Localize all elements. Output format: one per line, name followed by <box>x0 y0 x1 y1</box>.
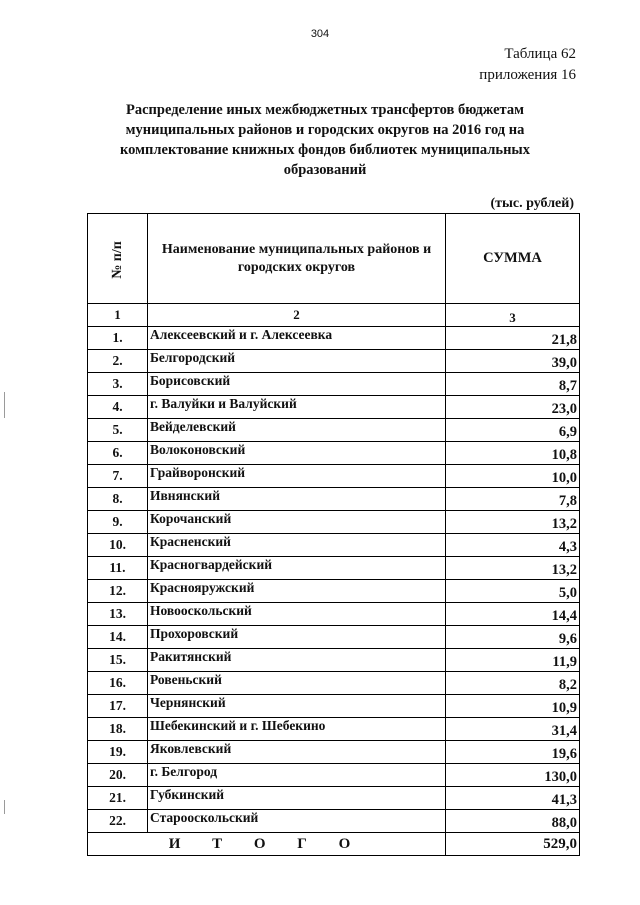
row-number: 10. <box>88 534 148 557</box>
row-number: 1. <box>88 327 148 350</box>
row-name: Шебекинский и г. Шебекино <box>148 718 446 741</box>
row-number: 3. <box>88 373 148 396</box>
table-reference <box>479 44 576 86</box>
table-row <box>88 603 580 626</box>
row-number: 8. <box>88 488 148 511</box>
table-row <box>88 465 580 488</box>
row-number: 16. <box>88 672 148 695</box>
table-row <box>88 764 580 787</box>
row-number: 21. <box>88 787 148 810</box>
row-value: 10,0 <box>446 465 580 488</box>
table-row <box>88 442 580 465</box>
row-value: 41,3 <box>446 787 580 810</box>
table-row <box>88 741 580 764</box>
row-value: 7,8 <box>446 488 580 511</box>
row-number: 4. <box>88 396 148 419</box>
row-value: 19,6 <box>446 741 580 764</box>
table-row <box>88 787 580 810</box>
header-name: Наименование муниципальных районов и городских округов <box>148 214 446 304</box>
row-value: 5,0 <box>446 580 580 603</box>
column-index-row <box>88 304 580 327</box>
row-name: Старооскольский <box>148 810 446 833</box>
row-number: 20. <box>88 764 148 787</box>
table-row <box>88 649 580 672</box>
row-name: Белгородский <box>148 350 446 373</box>
scan-edge-mark <box>4 392 5 418</box>
row-name: г. Белгород <box>148 764 446 787</box>
row-name: Ивнянский <box>148 488 446 511</box>
row-number: 19. <box>88 741 148 764</box>
row-number: 2. <box>88 350 148 373</box>
table-row <box>88 396 580 419</box>
row-number: 14. <box>88 626 148 649</box>
row-name: Красногвардейский <box>148 557 446 580</box>
row-name: Красненский <box>148 534 446 557</box>
column-index-2: 2 <box>148 304 446 327</box>
row-value: 13,2 <box>446 557 580 580</box>
table-row <box>88 695 580 718</box>
table-row <box>88 488 580 511</box>
table-row <box>88 672 580 695</box>
row-number: 5. <box>88 419 148 442</box>
row-number: 15. <box>88 649 148 672</box>
table-row <box>88 327 580 350</box>
row-number: 13. <box>88 603 148 626</box>
row-value: 23,0 <box>446 396 580 419</box>
document-title: Распределение иных межбюджетных трансфертов бюджетам муниципальных районов и городских округов на 2016 год на комплектование книжных фондов библиотек муниципальных образований <box>120 102 530 178</box>
table-row <box>88 534 580 557</box>
row-name: Новооскольский <box>148 603 446 626</box>
row-number: 12. <box>88 580 148 603</box>
row-name: Ракитянский <box>148 649 446 672</box>
row-value: 4,3 <box>446 534 580 557</box>
header-number-label: № п/п <box>109 240 125 279</box>
row-name: Краснояружский <box>148 580 446 603</box>
table-row <box>88 373 580 396</box>
row-name: Прохоровский <box>148 626 446 649</box>
table-reference-line-2: приложения 16 <box>479 67 576 83</box>
row-value: 39,0 <box>446 350 580 373</box>
row-number: 18. <box>88 718 148 741</box>
total-row <box>88 833 580 856</box>
header-sum: СУММА <box>446 214 580 304</box>
table-reference-line-1: Таблица 62 <box>504 46 576 62</box>
row-number: 11. <box>88 557 148 580</box>
row-value: 11,9 <box>446 649 580 672</box>
row-value: 8,2 <box>446 672 580 695</box>
row-name: Ровеньский <box>148 672 446 695</box>
total-label: И Т О Г О <box>88 833 446 856</box>
table-row <box>88 557 580 580</box>
row-name: Борисовский <box>148 373 446 396</box>
row-name: Яковлевский <box>148 741 446 764</box>
total-value: 529,0 <box>446 833 580 856</box>
row-value: 130,0 <box>446 764 580 787</box>
row-number: 6. <box>88 442 148 465</box>
row-number: 7. <box>88 465 148 488</box>
row-number: 17. <box>88 695 148 718</box>
table-row <box>88 419 580 442</box>
column-index-3: 3 <box>446 304 580 327</box>
allocation-table <box>87 213 580 856</box>
row-name: Волоконовский <box>148 442 446 465</box>
table-header-row <box>88 214 580 304</box>
row-value: 9,6 <box>446 626 580 649</box>
row-value: 13,2 <box>446 511 580 534</box>
row-name: Губкинский <box>148 787 446 810</box>
table-row <box>88 810 580 833</box>
row-value: 31,4 <box>446 718 580 741</box>
table-row <box>88 350 580 373</box>
row-value: 10,9 <box>446 695 580 718</box>
scan-edge-mark <box>4 800 5 814</box>
page-number: 304 <box>310 28 330 40</box>
table-row <box>88 626 580 649</box>
table-row <box>88 580 580 603</box>
row-value: 14,4 <box>446 603 580 626</box>
table-row <box>88 511 580 534</box>
row-name: Корочанский <box>148 511 446 534</box>
units-label: (тыс. рублей) <box>490 196 574 211</box>
row-value: 6,9 <box>446 419 580 442</box>
table-body <box>88 327 580 833</box>
header-number <box>88 214 148 304</box>
row-name: г. Валуйки и Валуйский <box>148 396 446 419</box>
column-index-1: 1 <box>88 304 148 327</box>
row-value: 8,7 <box>446 373 580 396</box>
row-value: 88,0 <box>446 810 580 833</box>
row-value: 21,8 <box>446 327 580 350</box>
row-name: Грайворонский <box>148 465 446 488</box>
row-number: 9. <box>88 511 148 534</box>
row-name: Алексеевский и г. Алексеевка <box>148 327 446 350</box>
row-name: Чернянский <box>148 695 446 718</box>
table-row <box>88 718 580 741</box>
row-value: 10,8 <box>446 442 580 465</box>
row-number: 22. <box>88 810 148 833</box>
row-name: Вейделевский <box>148 419 446 442</box>
